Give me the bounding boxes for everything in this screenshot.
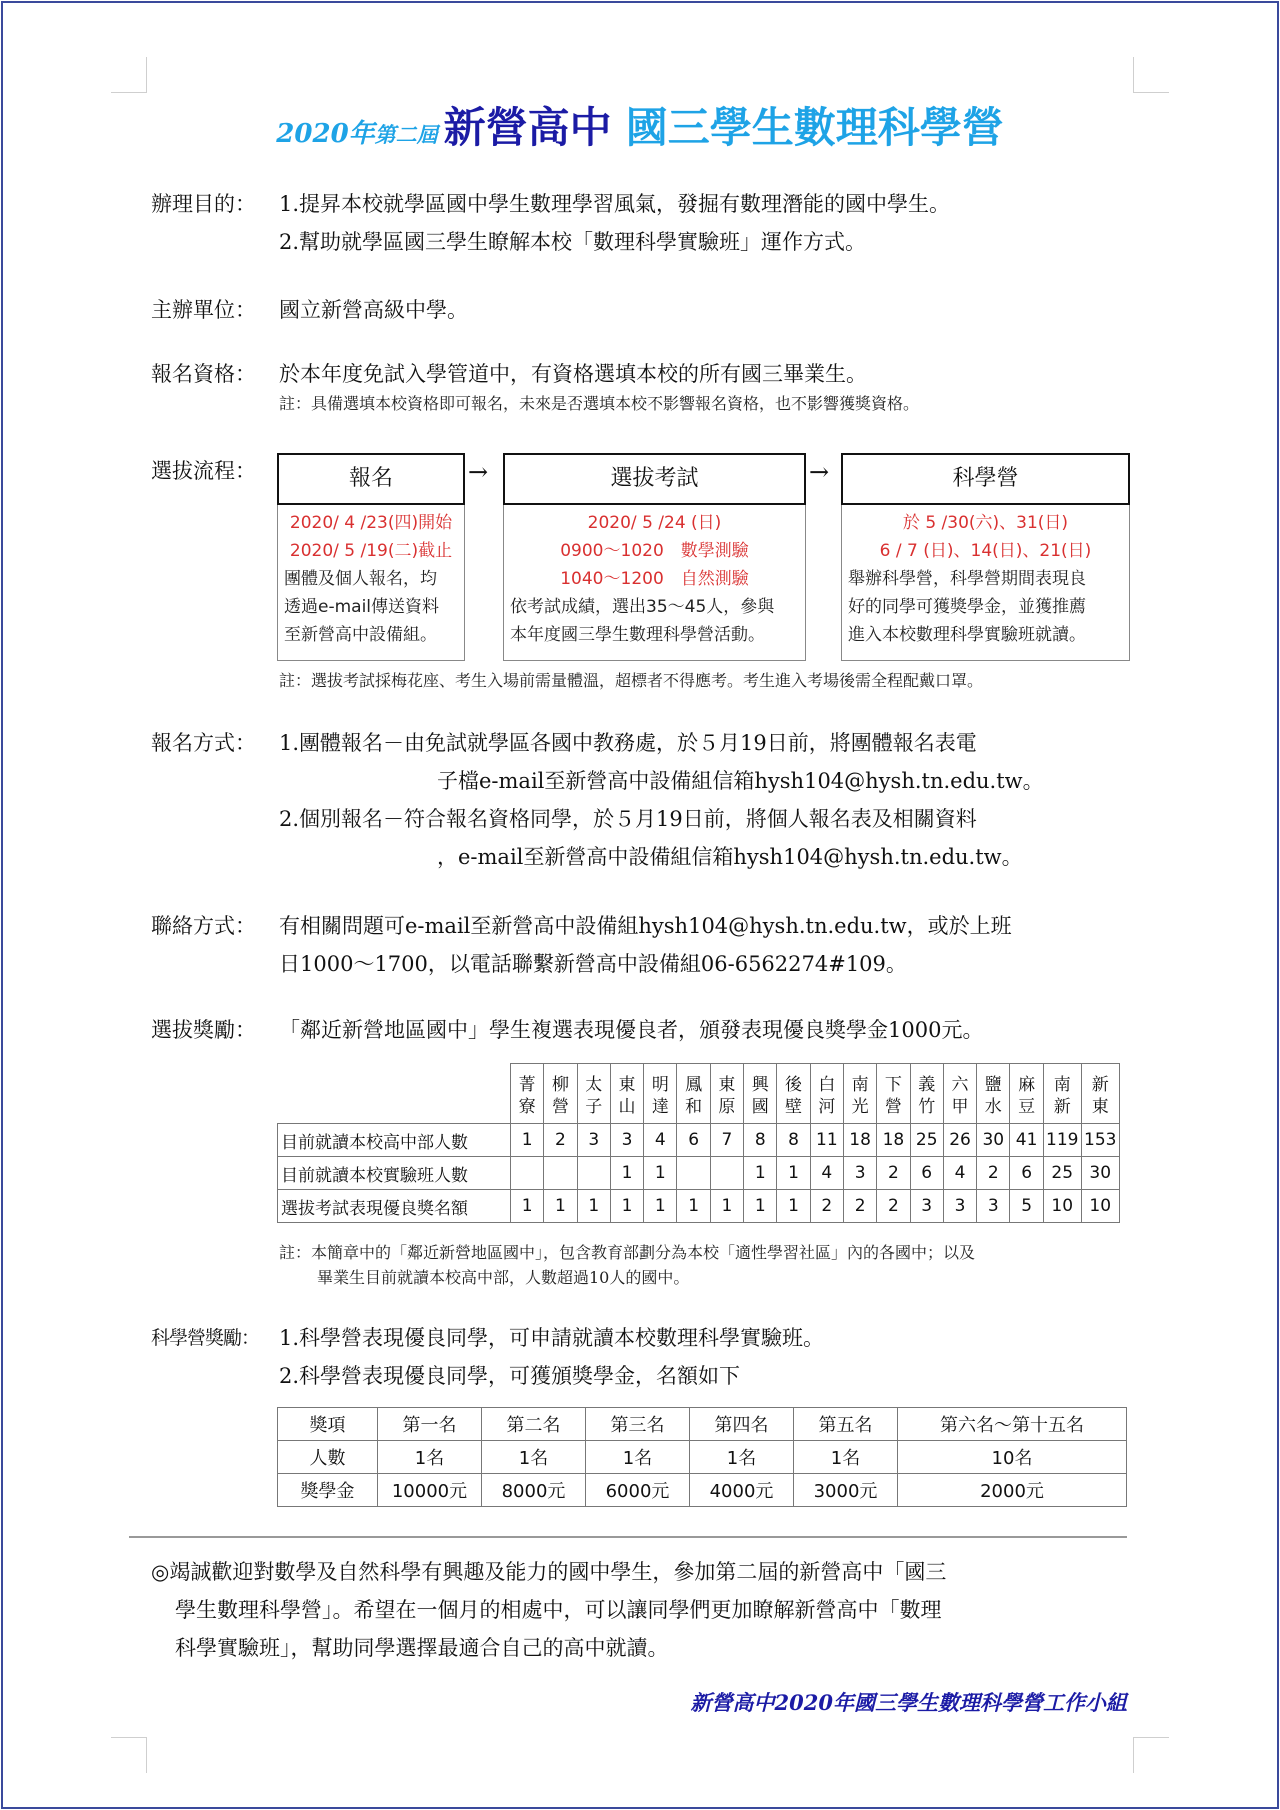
table-cell: 26 <box>943 1124 976 1157</box>
table-cell: 18 <box>877 1124 910 1157</box>
school-header <box>943 1064 976 1124</box>
flow-detail-exam <box>503 505 806 661</box>
camp-award-body <box>279 1319 824 1395</box>
table-corner <box>278 1064 511 1124</box>
crop-mark <box>111 1737 147 1773</box>
registration-line: 2.個別報名－符合報名資格同學，於５月19日前，將個人報名表及相關資料 <box>279 807 977 831</box>
table-cell: 2 <box>544 1124 577 1157</box>
school-name-char: 河 <box>818 1096 836 1117</box>
school-header <box>1010 1064 1043 1124</box>
table-row <box>278 1474 1127 1507</box>
school-name-char: 東 <box>618 1074 636 1095</box>
purpose-line: 1.提昇本校就學區國中學生數理學習風氣，發掘有數理潛能的國中學生。 <box>279 192 951 216</box>
table-cell: 30 <box>977 1124 1010 1157</box>
table-cell: 1 <box>610 1190 643 1223</box>
table-cell: 3 <box>843 1157 876 1190</box>
camp-date: 6 / 7 (日)、14(日)、21(日) <box>879 541 1092 561</box>
school-name-char: 太 <box>585 1074 603 1095</box>
award-note-line: 畢業生目前就讀本校高中部，人數超過10人的國中。 <box>317 1268 690 1287</box>
table-cell: 1 <box>644 1190 677 1223</box>
school-name-char: 後 <box>785 1074 803 1095</box>
school-name-char: 營 <box>884 1096 902 1117</box>
table-cell: 1 <box>577 1190 610 1223</box>
school-name-char: 興 <box>751 1074 769 1095</box>
prize-amount: 2000元 <box>898 1474 1127 1507</box>
school-name-char: 鳳 <box>685 1074 703 1095</box>
school-name-char: 營 <box>551 1096 569 1117</box>
table-cell: 4 <box>943 1157 976 1190</box>
school-name-char: 水 <box>984 1096 1002 1117</box>
school-name-char: 明 <box>651 1074 669 1095</box>
school-header <box>511 1064 544 1124</box>
school-name-char: 白 <box>818 1074 836 1095</box>
table-cell: 1 <box>610 1157 643 1190</box>
table-cell: 11 <box>810 1124 843 1157</box>
register-desc: 透過e-mail傳送資料 <box>284 597 440 617</box>
school-header <box>877 1064 910 1124</box>
award-text: 「鄰近新營地區國中」學生複選表現優良者，頒發表現優良獎學金1000元。 <box>279 1018 984 1042</box>
register-date: 2020/ 4 /23(四)開始 <box>289 513 453 533</box>
school-header <box>544 1064 577 1124</box>
table-cell: 1 <box>544 1190 577 1223</box>
school-header <box>1043 1064 1081 1124</box>
table-cell: 6 <box>1010 1157 1043 1190</box>
signature: 新營高中2020年國三學生數理科學營工作小組 <box>690 1690 1127 1715</box>
flow-step-exam: 選拔考試 <box>503 453 806 505</box>
school-header <box>977 1064 1010 1124</box>
table-cell: 1 <box>511 1124 544 1157</box>
prize-count: 1名 <box>482 1441 586 1474</box>
title-camp: 國三學生數理科學營 <box>625 103 1004 152</box>
closing-line: 學生數理科學營」。希望在一個月的相處中，可以讓同學們更加瞭解新營高中「數理 <box>175 1598 942 1622</box>
school-name-char: 東 <box>1091 1096 1109 1117</box>
eligibility-note: 註：具備選填本校資格即可報名，未來是否選填本校不影響報名資格，也不影響獲獎資格。 <box>279 394 920 413</box>
closing-line: ◎竭誠歡迎對數學及自然科學有興趣及能力的國中學生，參加第二屆的新營高中「國三 <box>151 1560 947 1584</box>
school-name-char: 竹 <box>918 1096 936 1117</box>
table-cell: 2 <box>843 1190 876 1223</box>
table-cell <box>710 1157 743 1190</box>
table-cell: 1 <box>744 1190 777 1223</box>
arrow-icon: → <box>468 458 489 486</box>
title-school: 新營高中 <box>443 103 612 152</box>
exam-time: 0900～1020 數學測驗 <box>560 541 749 561</box>
flow-detail-register <box>277 505 465 661</box>
table-cell <box>544 1157 577 1190</box>
crop-mark <box>1133 1737 1169 1773</box>
table-cell: 4 <box>644 1124 677 1157</box>
school-name-char: 麻 <box>1018 1074 1036 1095</box>
table-cell <box>677 1157 710 1190</box>
prize-header: 第二名 <box>482 1408 586 1441</box>
camp-award-label: 科學營獎勵： <box>151 1327 260 1349</box>
purpose-line: 2.幫助就學區國三學生瞭解本校「數理科學實驗班」運作方式。 <box>279 230 867 254</box>
exam-date: 2020/ 5 /24 (日) <box>587 513 722 533</box>
closing-paragraph <box>151 1553 1131 1667</box>
school-header <box>777 1064 810 1124</box>
prize-count: 10名 <box>898 1441 1127 1474</box>
school-name-char: 東 <box>718 1074 736 1095</box>
table-row <box>278 1190 1120 1223</box>
prize-header: 第三名 <box>586 1408 690 1441</box>
flow-step-register: 報名 <box>277 453 465 505</box>
table-cell: 18 <box>843 1124 876 1157</box>
registration-line: ，e-mail至新營高中設備組信箱hysh104@hysh.tn.edu.tw。 <box>437 845 1023 869</box>
school-header <box>610 1064 643 1124</box>
school-name-char: 柳 <box>551 1074 569 1095</box>
table-cell: 5 <box>1010 1190 1043 1223</box>
divider <box>129 1536 1127 1538</box>
table-cell <box>511 1157 544 1190</box>
school-header <box>644 1064 677 1124</box>
school-header <box>843 1064 876 1124</box>
flow-detail-camp <box>841 505 1130 661</box>
school-name-char: 下 <box>884 1074 902 1095</box>
award-note-line: 註：本簡章中的「鄰近新營地區國中」，包含教育部劃分為本校「適性學習社區」內的各國中；以及 <box>279 1243 976 1262</box>
eligibility-text: 於本年度免試入學管道中，有資格選填本校的所有國三畢業生。 <box>279 362 867 386</box>
table-cell: 41 <box>1010 1124 1043 1157</box>
table-cell: 119 <box>1043 1124 1081 1157</box>
closing-line: 科學實驗班」，幫助同學選擇最適合自己的高中就讀。 <box>175 1636 669 1660</box>
table-cell <box>577 1157 610 1190</box>
school-header <box>1081 1064 1119 1124</box>
registration-label: 報名方式： <box>151 731 256 755</box>
table-row <box>278 1124 1120 1157</box>
school-name-char: 達 <box>651 1096 669 1117</box>
table-cell: 1 <box>710 1190 743 1223</box>
table-cell: 10 <box>1081 1190 1119 1223</box>
table-cell: 1 <box>777 1157 810 1190</box>
table-cell: 7 <box>710 1124 743 1157</box>
school-name-char: 壁 <box>785 1096 803 1117</box>
organizer-label: 主辦單位： <box>151 298 256 322</box>
contact-body <box>279 907 1012 983</box>
school-header <box>810 1064 843 1124</box>
table-cell: 10 <box>1043 1190 1081 1223</box>
school-header <box>744 1064 777 1124</box>
eligibility-body <box>279 355 919 415</box>
organizer-text: 國立新營高級中學。 <box>279 298 468 322</box>
title-year: 2020年 <box>276 119 375 149</box>
registration-body <box>279 724 1044 876</box>
table-cell: 2 <box>877 1157 910 1190</box>
camp-desc: 舉辦科學營，科學營期間表現良 <box>848 569 1086 589</box>
prize-header: 第六名～第十五名 <box>898 1408 1127 1441</box>
registration-line: 子檔e-mail至新營高中設備組信箱hysh104@hysh.tn.edu.tw。 <box>437 769 1044 793</box>
prize-header: 獎項 <box>278 1408 378 1441</box>
purpose-label: 辦理目的： <box>151 192 256 216</box>
table-cell: 1 <box>677 1190 710 1223</box>
camp-desc: 進入本校數理科學實驗班就讀。 <box>848 625 1086 645</box>
school-name-char: 子 <box>585 1096 603 1117</box>
school-name-char: 義 <box>918 1074 936 1095</box>
process-note: 註：選拔考試採梅花座、考生入場前需量體溫，超標者不得應考。考生進入考場後需全程配戴口罩。 <box>279 671 984 690</box>
school-header <box>577 1064 610 1124</box>
table-cell: 1 <box>511 1190 544 1223</box>
school-name-char: 甲 <box>951 1096 969 1117</box>
register-desc: 團體及個人報名，均 <box>284 569 437 589</box>
school-name-char: 山 <box>618 1096 636 1117</box>
school-name-char: 新 <box>1053 1096 1071 1117</box>
school-name-char: 鹽 <box>984 1074 1002 1095</box>
purpose-body <box>279 185 950 261</box>
table-cell: 2 <box>977 1157 1010 1190</box>
school-name-char: 和 <box>685 1096 703 1117</box>
register-desc: 至新營高中設備組。 <box>284 625 437 645</box>
prize-count: 1名 <box>794 1441 898 1474</box>
flyer-page <box>1 1 1279 1809</box>
exam-desc: 依考試成績，選出35～45人，參與 <box>510 597 775 617</box>
school-name-char: 新 <box>1091 1074 1109 1095</box>
row-label: 目前就讀本校實驗班人數 <box>278 1157 511 1190</box>
table-cell: 2 <box>810 1190 843 1223</box>
prize-count: 1名 <box>690 1441 794 1474</box>
camp-date: 於 5 /30(六)、31(日) <box>902 513 1069 533</box>
eligibility-label: 報名資格： <box>151 362 256 386</box>
table-cell: 8 <box>777 1124 810 1157</box>
table-cell: 3 <box>577 1124 610 1157</box>
table-row <box>278 1441 1127 1474</box>
table-cell: 3 <box>977 1190 1010 1223</box>
table-cell: 1 <box>644 1157 677 1190</box>
school-name-char: 國 <box>751 1096 769 1117</box>
title-edition: 第二屆 <box>374 122 438 147</box>
crop-mark <box>1133 57 1169 93</box>
arrow-icon: → <box>809 458 830 486</box>
table-row <box>278 1408 1127 1441</box>
prize-amount: 3000元 <box>794 1474 898 1507</box>
school-quota-table <box>277 1063 1120 1223</box>
page-title <box>3 95 1277 155</box>
school-name-char: 南 <box>1053 1074 1071 1095</box>
prize-amount: 10000元 <box>378 1474 482 1507</box>
table-cell: 153 <box>1081 1124 1119 1157</box>
camp-award-line: 2.科學營表現優良同學，可獲頒獎學金，名額如下 <box>279 1364 741 1388</box>
exam-desc: 本年度國三學生數理科學營活動。 <box>510 625 765 645</box>
prize-amount: 獎學金 <box>278 1474 378 1507</box>
table-cell: 30 <box>1081 1157 1119 1190</box>
camp-desc: 好的同學可獲獎學金，並獲推薦 <box>848 597 1086 617</box>
prize-amount: 8000元 <box>482 1474 586 1507</box>
table-cell: 8 <box>744 1124 777 1157</box>
school-header <box>677 1064 710 1124</box>
row-label: 選拔考試表現優良獎名額 <box>278 1190 511 1223</box>
school-header <box>710 1064 743 1124</box>
table-cell: 1 <box>744 1157 777 1190</box>
table-row <box>278 1157 1120 1190</box>
prize-header: 第一名 <box>378 1408 482 1441</box>
school-name-char: 寮 <box>518 1096 536 1117</box>
camp-award-line: 1.科學營表現優良同學，可申請就讀本校數理科學實驗班。 <box>279 1326 825 1350</box>
prize-count: 人數 <box>278 1441 378 1474</box>
school-name-char: 南 <box>851 1074 869 1095</box>
prize-count: 1名 <box>378 1441 482 1474</box>
table-cell: 3 <box>610 1124 643 1157</box>
table-cell: 4 <box>810 1157 843 1190</box>
table-cell: 25 <box>1043 1157 1081 1190</box>
table-cell: 3 <box>943 1190 976 1223</box>
crop-mark <box>111 57 147 93</box>
table-cell: 6 <box>677 1124 710 1157</box>
table-cell: 2 <box>877 1190 910 1223</box>
contact-line: 有相關問題可e-mail至新營高中設備組hysh104@hysh.tn.edu.tw，或於上班 <box>279 914 1012 938</box>
contact-label: 聯絡方式： <box>151 914 256 938</box>
school-name-char: 豆 <box>1018 1096 1036 1117</box>
row-label: 目前就讀本校高中部人數 <box>278 1124 511 1157</box>
registration-line: 1.團體報名－由免試就學區各國中教務處，於５月19日前，將團體報名表電 <box>279 731 977 755</box>
contact-line: 日1000～1700，以電話聯繫新營高中設備組06-6562274#109。 <box>279 952 907 976</box>
school-header <box>910 1064 943 1124</box>
award-label: 選拔獎勵： <box>151 1018 256 1042</box>
prize-count: 1名 <box>586 1441 690 1474</box>
school-name-char: 六 <box>951 1074 969 1095</box>
scholarship-table <box>277 1407 1127 1507</box>
exam-time: 1040～1200 自然測驗 <box>560 569 749 589</box>
table-cell: 25 <box>910 1124 943 1157</box>
prize-header: 第四名 <box>690 1408 794 1441</box>
table-cell: 6 <box>910 1157 943 1190</box>
flow-step-camp: 科學營 <box>841 453 1130 505</box>
award-note <box>279 1240 975 1290</box>
table-cell: 3 <box>910 1190 943 1223</box>
school-name-char: 原 <box>718 1096 736 1117</box>
process-label: 選拔流程： <box>151 459 256 483</box>
prize-amount: 6000元 <box>586 1474 690 1507</box>
prize-amount: 4000元 <box>690 1474 794 1507</box>
school-name-char: 菁 <box>518 1074 536 1095</box>
school-name-char: 光 <box>851 1096 869 1117</box>
table-cell: 1 <box>777 1190 810 1223</box>
register-date: 2020/ 5 /19(二)截止 <box>289 541 453 561</box>
table-header-row <box>278 1064 1120 1124</box>
prize-header: 第五名 <box>794 1408 898 1441</box>
